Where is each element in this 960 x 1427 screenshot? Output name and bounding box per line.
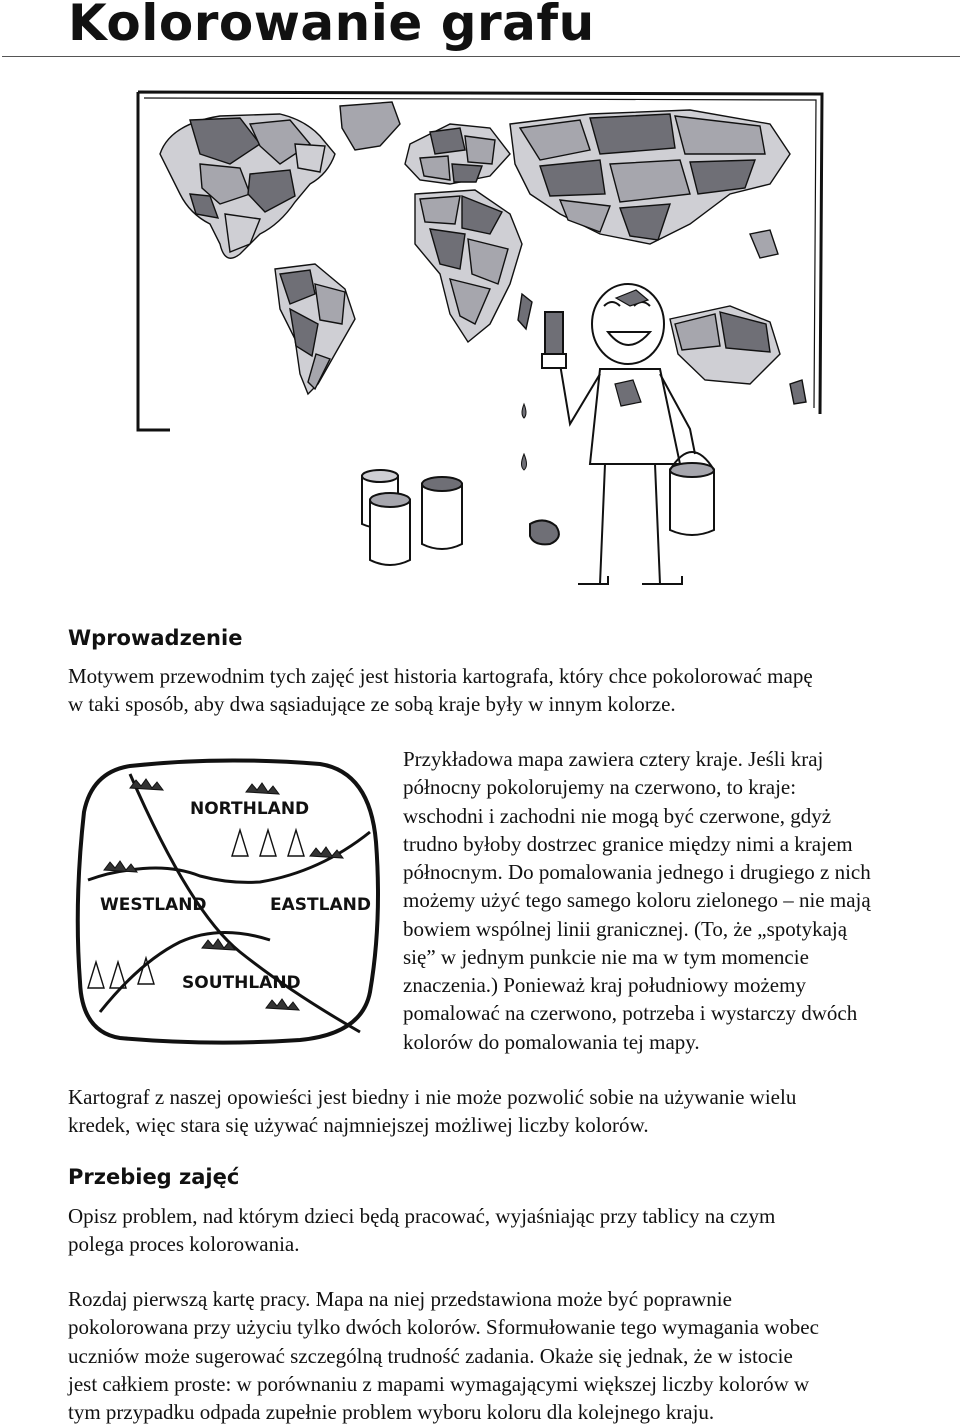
cartographer-line-1: Kartograf z naszej opowieści jest biedny i nie może pozwolić sobie na używanie wielu [68,1085,797,1109]
side-line: kolorów do pomalowania tej mapy. [403,1030,700,1054]
side-line: pomalować na czerwono, potrzeba i wystarczy dwóch [403,1001,858,1025]
side-line: trudno byłoby dostrzec granice między nimi a krajem [403,832,853,856]
cartographer-line-2: kredek, więc stara się używać najmniejszej możliwej liczby kolorów. [68,1113,649,1137]
africa-map [415,190,532,342]
europe-map [405,124,510,184]
side-line: się” w jednym punkcie nie ma w tym momencie [403,945,809,969]
intro-line-1: Motywem przewodnim tych zajęć jest historia kartografa, który chce pokolorować mapę [68,664,813,688]
side-line: bowiem wspólnej linii granicznej. (To, że „spotykają [403,917,848,941]
south-america-map [275,264,355,394]
process-p2-line: Rozdaj pierwszą kartę pracy. Mapa na niej przedstawiona może być poprawnie [68,1287,732,1311]
process-p2-line: pokolorowana przy użyciu tylko dwóch kolorów. Sformułowanie tego wymagania wobec [68,1315,819,1339]
process-p2-line: jest całkiem proste: w porównaniu z mapami wymagającymi większej liczby kolorów w [68,1372,810,1396]
four-country-map [70,752,384,1048]
world-map-painter-illustration [130,84,830,612]
northland-label: NORTHLAND [190,799,310,819]
paint-cans [362,452,714,565]
intro-heading: Wprowadzenie [68,626,243,650]
north-america-map [160,114,335,258]
eastland-label: EASTLAND [270,895,371,915]
side-line: znaczenia.) Ponieważ kraj południowy możemy [403,973,806,997]
side-line: północnym. Do pomalowania jednego i drugiego z nich [403,860,871,884]
asia-map [510,110,790,258]
intro-line-2: w taki sposób, aby dwa sąsiadujące ze sobą kraje były w innym kolorze. [68,692,676,716]
side-line: wschodni i zachodni nie mogą być czerwone, gdyż [403,804,832,828]
westland-label: WESTLAND [100,895,207,915]
australia-map [670,306,806,404]
title-divider [2,56,960,57]
greenland-map [340,102,400,150]
process-p2-line: tym przypadku odpada zupełnie problem wyboru koloru dla kolejnego kraju. [68,1400,715,1424]
side-line: Przykładowa mapa zawiera cztery kraje. Jeśli kraj [403,747,824,771]
southland-label: SOUTHLAND [182,973,301,993]
side-line: możemy użyć tego samego koloru zielonego – nie mają [403,888,871,912]
process-p1-line-1: Opisz problem, nad którym dzieci będą pracować, wyjaśniając przy tablicy na czym [68,1204,776,1228]
side-line: północny pokolorujemy na czerwono, to kraje: [403,775,797,799]
process-p1-line-2: polega proces kolorowania. [68,1232,300,1256]
process-heading: Przebieg zajęć [68,1165,240,1189]
page-title: Kolorowanie grafu [68,0,595,52]
process-p2-line: uczniów może sugerować szczególną trudność zadania. Okaże się jednak, że w istocie [68,1344,793,1368]
